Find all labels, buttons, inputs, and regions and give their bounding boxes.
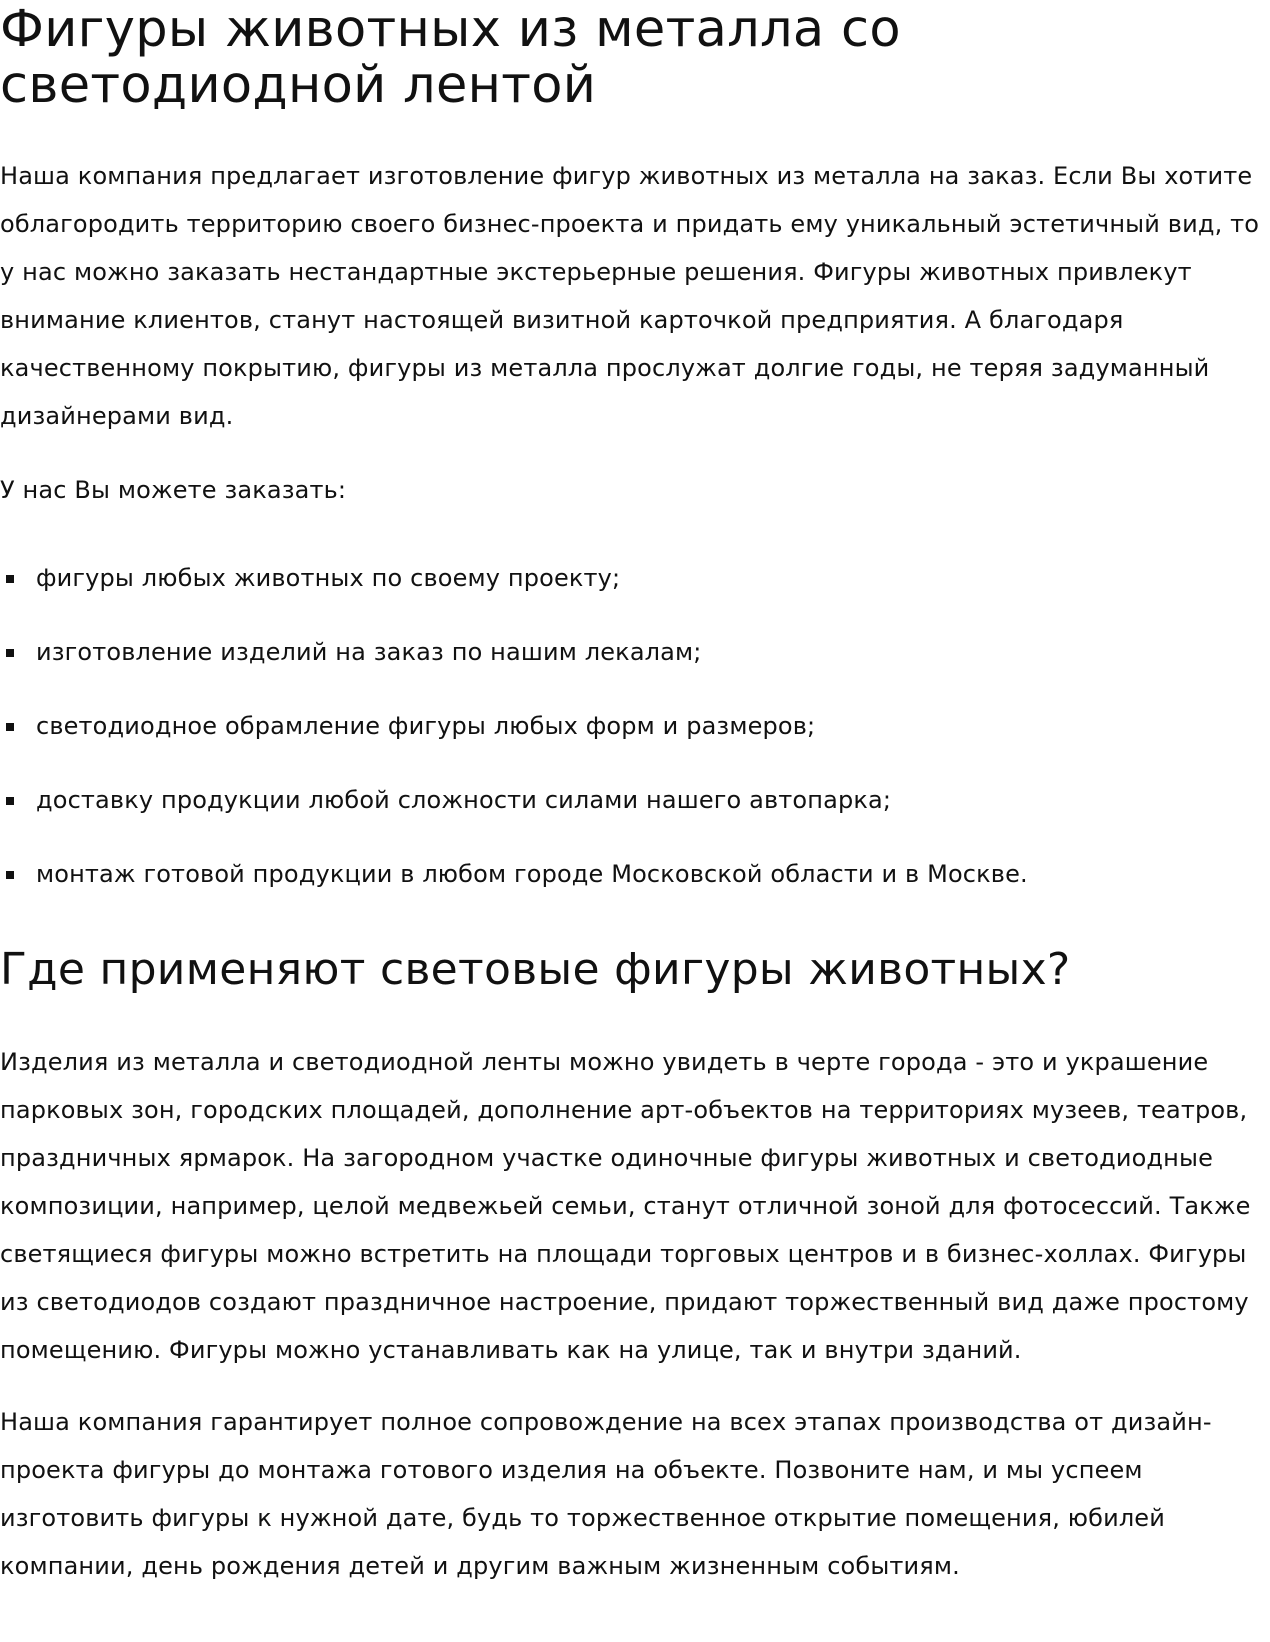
list-item bbox=[0, 628, 1262, 676]
list-item bbox=[0, 850, 1262, 898]
list-item-text: монтаж готовой продукции в любом городе Московской области и в Москве. bbox=[36, 860, 1028, 888]
square-bullet-icon bbox=[6, 575, 14, 583]
list-item bbox=[0, 554, 1262, 602]
square-bullet-icon bbox=[6, 797, 14, 805]
list-item-text: изготовление изделий на заказ по нашим лекалам; bbox=[36, 638, 702, 666]
services-list bbox=[0, 554, 1262, 898]
list-item-text: светодиодное обрамление фигуры любых форм и размеров; bbox=[36, 712, 816, 740]
page-title: Фигуры животных из металла со светодиодной лентой bbox=[0, 0, 901, 115]
square-bullet-icon bbox=[6, 871, 14, 879]
section-heading: Где применяют световые фигуры животных? bbox=[0, 944, 1071, 995]
usage-paragraph: Изделия из металла и светодиодной ленты можно увидеть в черте города - это и украшение парковых зон, городских площадей, дополнение арт-объектов на территориях музеев, театров, праздничных ярмарок. На загородном участке одиночные фигуры животных и светодиодные композиции, например, целой медвежьей семьи, станут отличной зоной для фотосессий. Также светящиеся фигуры можно встретить на площади торговых центров и в бизнес-холлах. Фигуры из светодиодов создают праздничное настроение, придают торжественный вид даже простому помещению. Фигуры можно устанавливать как на улице, так и внутри зданий. bbox=[0, 1048, 1251, 1364]
square-bullet-icon bbox=[6, 649, 14, 657]
list-item-text: доставку продукции любой сложности силами нашего автопарка; bbox=[36, 786, 892, 814]
list-item-text: фигуры любых животных по своему проекту; bbox=[36, 564, 621, 592]
list-lead: У нас Вы можете заказать: bbox=[0, 476, 347, 504]
list-item bbox=[0, 702, 1262, 750]
square-bullet-icon bbox=[6, 723, 14, 731]
guarantee-paragraph: Наша компания гарантирует полное сопровождение на всех этапах производства от дизайн-проекта фигуры до монтажа готового изделия на объекте. Позвоните нам, и мы успеем изготовить фигуры к нужной дате, будь то торжественное открытие помещения, юбилей компании, день рождения детей и другим важным жизненным событиям. bbox=[0, 1408, 1212, 1580]
intro-paragraph: Наша компания предлагает изготовление фигур животных из металла на заказ. Если Вы хотите облагородить территорию своего бизнес-проекта и придать ему уникальный эстетичный вид, то у нас можно заказать нестандартные экстерьерные решения. Фигуры животных привлекут внимание клиентов, станут настоящей визитной карточкой предприятия. А благодаря качественному покрытию, фигуры из металла прослужат долгие годы, не теряя задуманный дизайнерами вид. bbox=[0, 162, 1260, 430]
list-item bbox=[0, 776, 1262, 824]
